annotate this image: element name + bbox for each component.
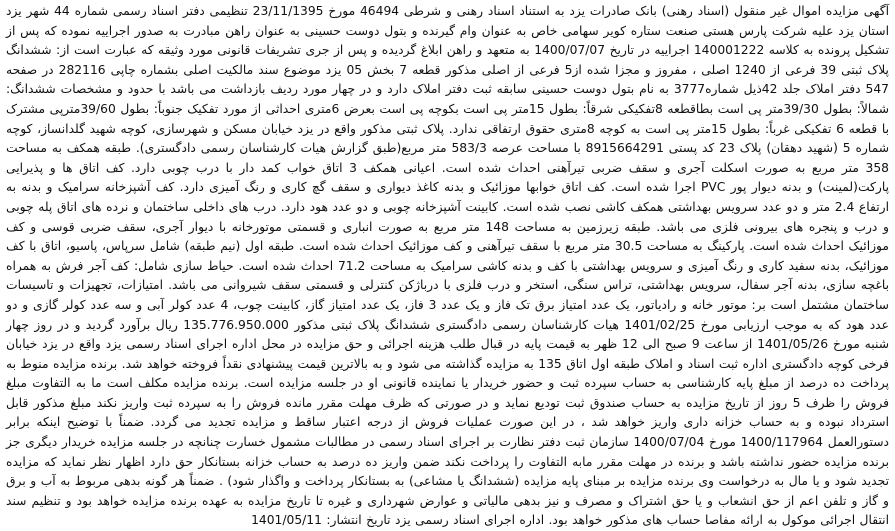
notice-body-text: آگهی مزایده اموال غیر منقول (اسناد رهنی) بانک صادرات یزد به استناد اسناد رهنی و شرطی 46494 مورخ 23/11/1395 تنظیمی دفتر اسناد رسمی شماره 44 شهر یزد استان یزد علیه شرکت پارس هستی صنعت ستاره کویر سهامی خاص به عنوان وام گیرنده و بتول دوست حسینی به عنوان راهن مبادرت به صدور اجراییه نموده که پس از تشکیل پرونده به کلاسه 140001222 اجراییه در تاریخ 1400/07/07 به متعهد و راهن ابلاغ گردیده و پس از جری تشریفات قانونی مورد وثیقه که عبارت است از: ششدانگ پلاک ثبتی 39 فرعی از 1240 اصلی ، مفروز و مجزا شده از5 فرعی از اصلی مذکور قطعه 7 بخش 05 یزد موضوع سند مالکیت اصلی بشماره چاپی 282116 در صفحه 547 دفتر املاک جلد 42ذیل شماره3777 به نام بتول دوست حسینی سابقه ثبت دفتر املاک دارد و در چهار مورد ردیف بازداشت می باشد با حدود و مشخصات ششدانگ: شمالاً: بطول 39/30متر پی است بطاقطعه 8تفکیکی شرقاً: بطول 15متر پی است بکوچه پی است بعرض 6متری احداثی از مورد تفکیک جنوباً: بطول 39/60مترپی مشترک با قطعه 6 تفکیکی غرباً: بطول 15متر پی است به کوچه 8متری حقوق ارتفاقی ندارد. پلاک ثبتی مذکور واقع در یزد خیابان مسکن و شهرسازی، کوچه شهید گلدانساز، کوچه شماره 5 (شهید دهقان) پلاک 23 کد پستی 8915664291 با مساحت عرصه 583/3 متر مربع(طبق گزارش هیات کارشناسان رسمی دادگستری). طبقه همکف به مساحت 358 متر مربع به صورت اسکلت آجری و سقف ضربی تیرآهنی احداث شده است. اعیانی همکف 3 اتاق خواب کمد دار با درب چوبی دارد. کف اتاق ها و پذیرایی پارکت(لمینت) و بدنه دیوار پور PVC اجرا شده است. کف اتاق خوابها موزائیک و بدنه کاغذ دیواری و سقف گچ کاری و رنگ آمیزی دارد. کف آشپزخانه سرامیک و بدنه به ارتفاع 2.4 متر و دو عدد سرویس بهداشتی همکف کاشی نصب شده است. کابینت آشپزخانه چوبی و دو عدد هود دارد. درب های داخلی ساختمان و نرده های اتاق پله چوبی و درب و پنجره های بیرونی فلزی می باشد. طبقه زیرزمین به مساحت 148 متر مربع به صورت انباری و قسمتی موتورخانه با دیوار آجری، سقف ضربی قوسی و کف موزائیک احداث شده است. پارکینگ به مساحت 30.5 متر مربع با سقف تیرآهنی و کف موزائیک احداث شده است. طبقه اول (نیم طبقه) شامل سرپاس، پاسیو، اتاق با کف موزائیک، بدنه سفید کاری و رنگ آمیزی و سرویس بهداشتی با کف و بدنه کاشی سرامیک به مساحت 71.2 احداث شده است. حیاط سازی شامل: کف آجر فرش به همراه باغچه سازی، بدنه آجر سفال، سرویس بهداشتی، تراس سنگی، استخر و درب فلزی با درباژکن کنترلی و قسمتی سقف شیروانی می باشد. امتیازات، تجهیزات و تاسیسات ساختمان مشتمل است بر: موتور خانه و رادیاتور، یک عدد امتیاز برق تک فاز و یک عدد 3 فاز، یک عدد امتیاز گاز، کابینت چوب، 4 عدد کولر آبی و سه عدد کولر گازی و دو عدد هود که به موجب ارزیابی مورخ 1401/02/25 هیات کارشناسان رسمی دادگستری ششدانگ پلاک ثبتی مذکور 135.776.950.000 ریال برآورد گردید و در روز چهار شنبه مورخ 1401/05/26 از ساعت 9 صبح الی 12 ظهر به قیمت پایه در قبال طلب هزینه اجرائی و حق مزایده در محل اداره اجرای اسناد رسمی یزد واقع در یزد خیابان فرخی کوچه دادگستری اداره ثبت اسناد و املاک طبقه اول اتاق 135 به مزایده گذاشته می شود و به بالاترین قیمت پیشنهادی نقداً فروخته خواهد شد. برنده مزایده منوط به پرداخت ده درصد از مبلغ پایه کارشناسی به حساب سپرده ثبت و حضور خریدار یا نماینده قانونی او در جلسه مزایده است. برنده مزایده مکلف است ما به التفاوت مبلغ فروش را ظرف 5 روز از تاریخ مزایده به حساب صندوق ثبت تودیع نماید و در صورتی که ظرف مهلت مقرر مانده فروش را به سپرده ثبت واریز نکند مبلغ مذکور قابل استرداد نبوده و به حساب خزانه داری واریز خواهد شد ، در این صورت عملیات فروش از درجه اعتبار ساقط و مزایده تجدید می گردد. ضمناً با توضیح اینکه برابر دستورالعمل 1400/117964 مورخ 1400/07/04 سازمان ثبت دفتر نظارت بر اجرای اسناد رسمی در مطالبات مشمول خسارت چنانچه در جلسه مزایده خریدار دیگری جز برنده مزایده حضور نداشته باشد و برنده در مهلت مقرر مابه التفاوت را پرداخت نکند ضمن واریز ده درصد به حساب خزانه بستانکار حق دارد اظهار نظر نماید که مزایده تجدید شود و یا مال به درخواست وی برنده مزایده بر مبنای پایه مزایده (ششدانگ یا مشاعی) به بستانکار پرداخت و واگذار شود) . ضمناً هر گونه بدهی مربوط به آب و برق و گاز و تلفن اعم از حق انشعاب و یا حق اشتراک و مصرف و نیز بدهی مالیاتی و عوارض شهرداری و غیره تا تاریخ مزایده به عهده برنده مزایده خواهد بود و تنظیم سند انتقال اجرائی موکول به ارائه مفاصا حساب های مذکور خواهد بود. اداره اجرای اسناد رسمی یزد تاریخ انتشار: 1401/05/11 xyxy=(6,4,890,528)
